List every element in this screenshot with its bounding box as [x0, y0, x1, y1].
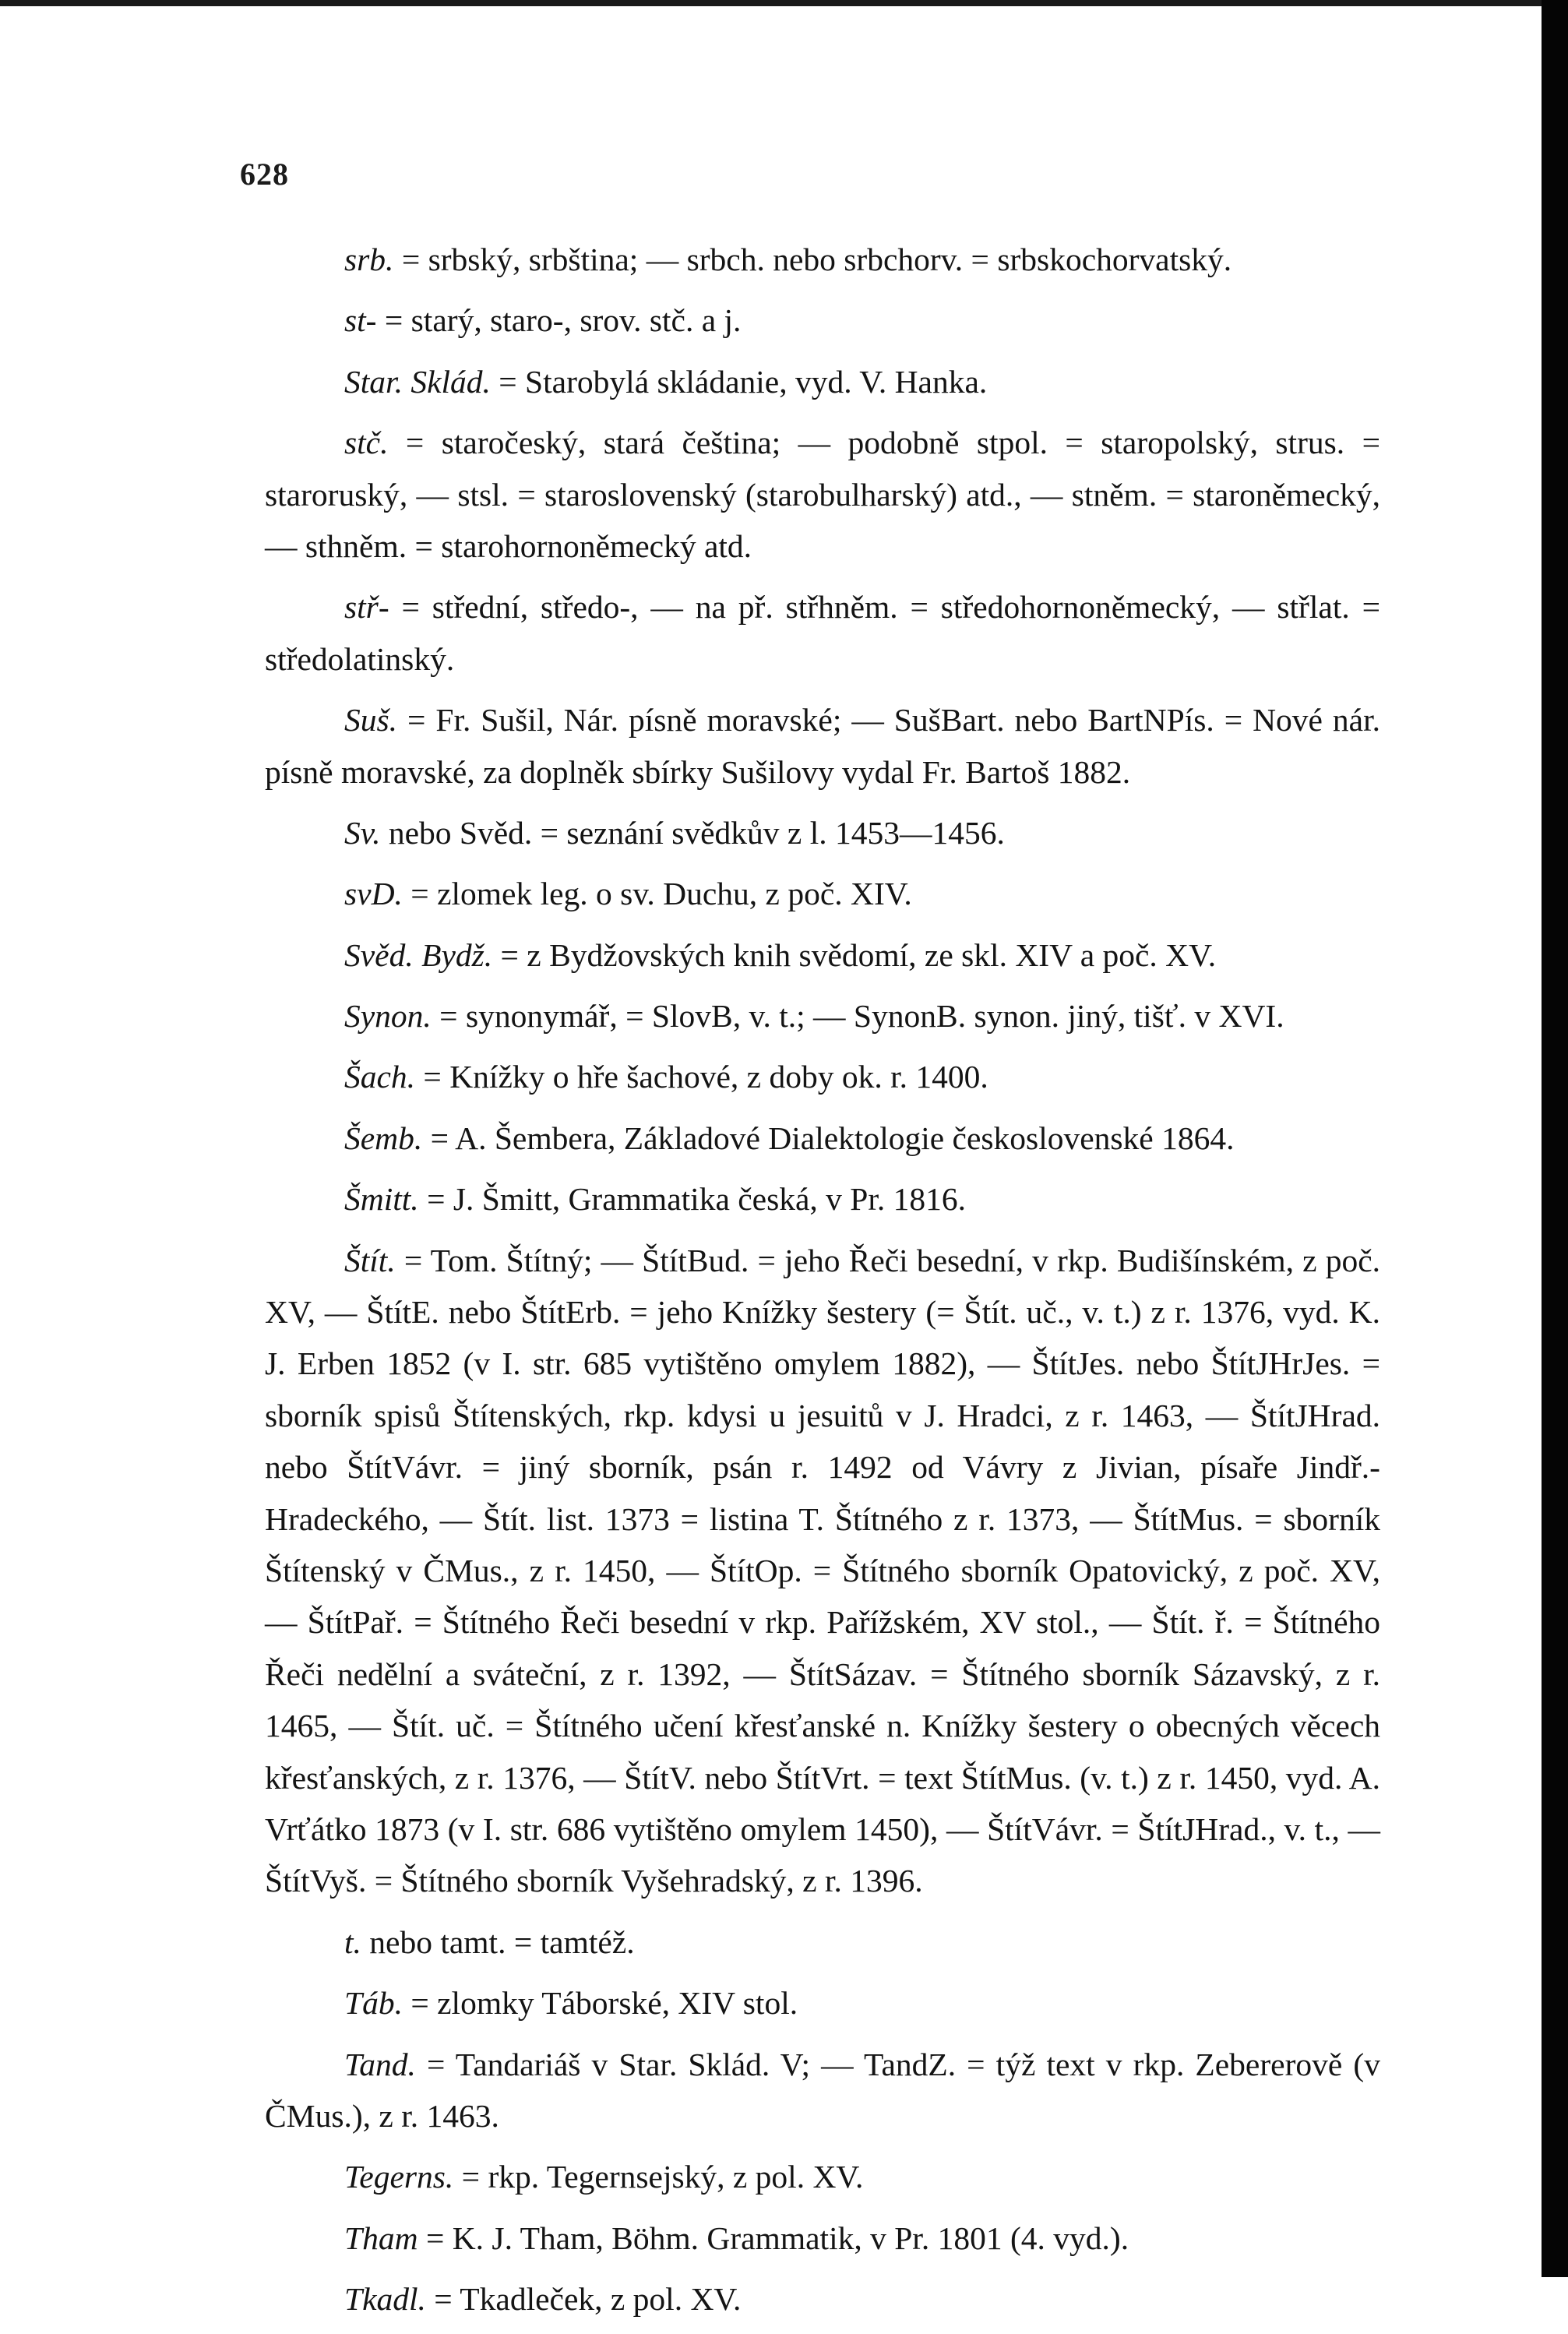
entry-text: = rkp. Tegernsejský, z pol. XV.	[453, 2159, 864, 2195]
entry	[265, 990, 1380, 1042]
entry-text: = staročeský, stará čeština; — podobně stpol. = staropolský, strus. = staroruský, — stsl. = staroslovenský (starobulharský) atd., — stněm. = staroněmecký, — sthněm. = starohornoněmecký atd.	[265, 425, 1380, 564]
entry	[265, 2212, 1380, 2264]
entry	[265, 2151, 1380, 2202]
entry-abbreviation: Synon.	[344, 998, 432, 1035]
entry-abbreviation: Štít.	[344, 1242, 396, 1278]
entry-abbreviation: Suš.	[344, 702, 398, 739]
entry	[265, 807, 1380, 859]
entry-abbreviation: Tham	[344, 2219, 418, 2256]
entry	[265, 1235, 1380, 1907]
entry-text: = starý, staro-, srov. stč. a j.	[376, 302, 742, 339]
entry-abbreviation: stř-	[344, 589, 389, 626]
entry-abbreviation: svD.	[344, 876, 403, 912]
entry-text: = synonymář, = SlovB, v. t.; — SynonB. synon. jiný, tišť. v XVI.	[431, 998, 1284, 1035]
entry-text: = střední, středo-, — na př. střhněm. = středohornoněmecký, — střlat. = středolatinský.	[265, 589, 1380, 677]
entry	[265, 581, 1380, 685]
entry	[265, 2039, 1380, 2142]
entry	[265, 234, 1380, 285]
entry-text: = zlomek leg. o sv. Duchu, z poč. XIV.	[402, 876, 912, 912]
entry	[265, 417, 1380, 572]
entry-abbreviation: Tkadl.	[344, 2281, 426, 2318]
entry-text: = Tom. Štítný; — ŠtítBud. = jeho Řeči besední, v rkp. Budišínském, z poč. XV, — ŠtítE. nebo ŠtítErb. = jeho Knížky šestery (= Štít. uč., v. t.) z r. 1376, vyd. K. J. Erben 1852 (v I. str. 685 vytištěno omylem 1882), — ŠtítJes. nebo ŠtítJHrJes. = sborník spisů Štítenských, rkp. kdysi u jesuitů v J. Hradci, z r. 1463, — ŠtítJHrad. nebo ŠtítVávr. = jiný sborník, psán r. 1492 od Vávry z Jivian, písaře Jindř.-Hradeckého, — Štít. list. 1373 = listina T. Štítného z r. 1373, — ŠtítMus. = sborník Štítenský v ČMus., z r. 1450, — ŠtítOp. = Štítného sborník Opatovický, z poč. XV, — ŠtítPař. = Štítného Řeči besední v rkp. Pařížském, XV stol., — Štít. ř. = Štítného Řeči nedělní a sváteční, z r. 1392, — ŠtítSázav. = Štítného sborník Sázavský, z r. 1465, — Štít. uč. = Štítného učení křesťanské n. Knížky šestery o obecných věcech křesťanských, z r. 1376, — ŠtítV. nebo ŠtítVrt. = text ŠtítMus. (v. t.) z r. 1450, vyd. A. Vrťátko 1873 (v I. str. 686 vytištěno omylem 1450), — ŠtítVávr. = ŠtítJHrad., v. t., — ŠtítVyš. = Štítného sborník Vyšehradský, z r. 1396.	[265, 1242, 1380, 1899]
entry	[265, 1112, 1380, 1164]
entry-text: = Starobylá skládanie, vyd. V. Hanka.	[490, 363, 988, 400]
entry	[265, 1051, 1380, 1102]
entry-text: = Tandariáš v Star. Sklád. V; — TandZ. = týž text v rkp. Zebererově (v ČMus.), z r. 1463.	[265, 2046, 1380, 2134]
entry	[265, 694, 1380, 798]
entry	[265, 929, 1380, 981]
entry	[265, 1916, 1380, 1968]
entry-abbreviation: Sv.	[344, 814, 381, 851]
entry-abbreviation: Táb.	[344, 1985, 403, 2022]
entry-abbreviation: Svěd. Bydž.	[344, 936, 493, 973]
scan-edge-top	[0, 0, 1568, 6]
entry	[265, 294, 1380, 346]
entry-text: nebo tamt. = tamtéž.	[361, 1923, 635, 1960]
entry	[265, 2273, 1380, 2325]
entry-abbreviation: Šach.	[344, 1059, 416, 1095]
entry	[265, 868, 1380, 919]
entry-text: = Fr. Sušil, Nár. písně moravské; — SušBart. nebo BartNPís. = Nové nár. písně moravské, za doplněk sbírky Sušilovy vydal Fr. Bartoš 1882.	[265, 702, 1380, 790]
entry-text: = K. J. Tham, Böhm. Grammatik, v Pr. 1801 (4. vyd.).	[418, 2219, 1129, 2256]
entry-abbreviation: Šemb.	[344, 1119, 423, 1156]
entry-abbreviation: Tand.	[344, 2046, 416, 2082]
entry-abbreviation: t.	[344, 1923, 361, 1960]
scan-edge-right	[1542, 0, 1568, 2277]
entry	[265, 1977, 1380, 2029]
entry	[265, 1173, 1380, 1225]
entry-abbreviation: srb.	[344, 242, 394, 277]
entry	[265, 356, 1380, 407]
entry-abbreviation: Star. Sklád.	[344, 363, 491, 400]
entry-abbreviation: stč.	[344, 425, 389, 461]
entry-text: = Knížky o hře šachové, z doby ok. r. 1400.	[415, 1059, 988, 1095]
entry-text: = A. Šembera, Základové Dialektologie československé 1864.	[422, 1119, 1235, 1156]
entry-text: = zlomky Táborské, XIV stol.	[402, 1985, 798, 2022]
entry-abbreviation: Šmitt.	[344, 1181, 419, 1218]
entry-text: = J. Šmitt, Grammatika česká, v Pr. 1816.	[418, 1181, 967, 1218]
page-number: 628	[240, 157, 289, 192]
entry-abbreviation: Tegerns.	[344, 2159, 454, 2195]
entry-abbreviation: st-	[344, 302, 377, 339]
entry-text: = z Bydžovských knih svědomí, ze skl. XIV a poč. XV.	[492, 936, 1217, 973]
abbreviation-list	[265, 234, 1380, 2334]
entry-text: = srbský, srbština; — srbch. nebo srbchorv. = srbskochorvatský.	[393, 242, 1232, 277]
entry-text: = Tkadleček, z pol. XV.	[425, 2281, 742, 2318]
entry-text: nebo Svěd. = seznání svědkův z l. 1453—1456.	[380, 814, 1005, 851]
